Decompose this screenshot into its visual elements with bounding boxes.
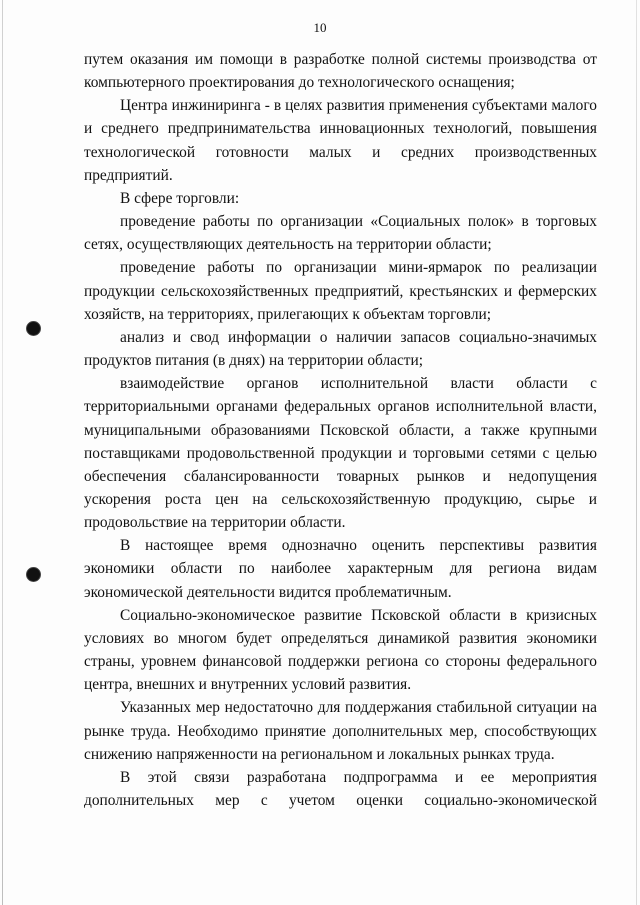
- punch-hole-mark: [27, 568, 40, 581]
- scan-edge-right: [636, 0, 637, 905]
- paragraph: проведение работы по организации мини-ярмарок по реализации продукции сельскохозяйственных предприятий, крестьянских и фермерских хозяйств, на территориях, прилегающих к объектам торговли;: [84, 259, 597, 323]
- paragraph: Центра инжиниринга - в целях развития применения субъектами малого и среднего предпринимательства инновационных технологий, повышения технологической готовности малых и средних производственных предприятий.: [84, 97, 597, 184]
- paragraph: Социально-экономическое развитие Псковской области в кризисных условиях во многом будет определяться динамикой развития экономики страны, уровнем финансовой поддержки региона со стороны федерального центра, внешних и внутренних условий развития.: [84, 606, 597, 694]
- paragraph: проведение работы по организации «Социальных полок» в торговых сетях, осуществляющих деятельность на территории области;: [84, 213, 597, 254]
- paragraph-heading: В сфере торговли:: [120, 189, 240, 207]
- paragraph: взаимодействие органов исполнительной власти области с территориальными органами федеральных органов исполнительной власти, муниципальными образованиями Псковской области, а также крупными поставщиками продовольственной продукции и торговыми сетями с целью обеспечения сбалансированности товарных рынков и недопущения ускорения роста цен на сельскохозяйственную продукцию, сырье и продовольствие на территории области.: [84, 375, 597, 532]
- paragraph: путем оказания им помощи в разработке полной системы производства от компьютерного проектирования до технологического оснащения;: [84, 51, 597, 92]
- document-body: [84, 48, 597, 812]
- paragraph: анализ и свод информации о наличии запасов социально-значимых продуктов питания (в днях) на территории области;: [84, 328, 597, 370]
- punch-hole-mark: [27, 322, 40, 335]
- paragraph: В этой связи разработана подпрограмма и ее мероприятия дополнительных мер с учетом оценки социально-экономической: [84, 768, 597, 809]
- paragraph: Указанных мер недостаточно для поддержания стабильной ситуации на рынке труда. Необходимо принятие дополнительных мер, способствующих снижению напряженности на региональном и локальных рынках труда.: [84, 699, 597, 763]
- scan-edge-left: [2, 0, 3, 905]
- paragraph: В настоящее время однозначно оценить перспективы развития экономики области по наиболее характерным для региона видам экономической деятельности видится проблематичным.: [84, 537, 597, 601]
- page-number: 10: [313, 20, 327, 35]
